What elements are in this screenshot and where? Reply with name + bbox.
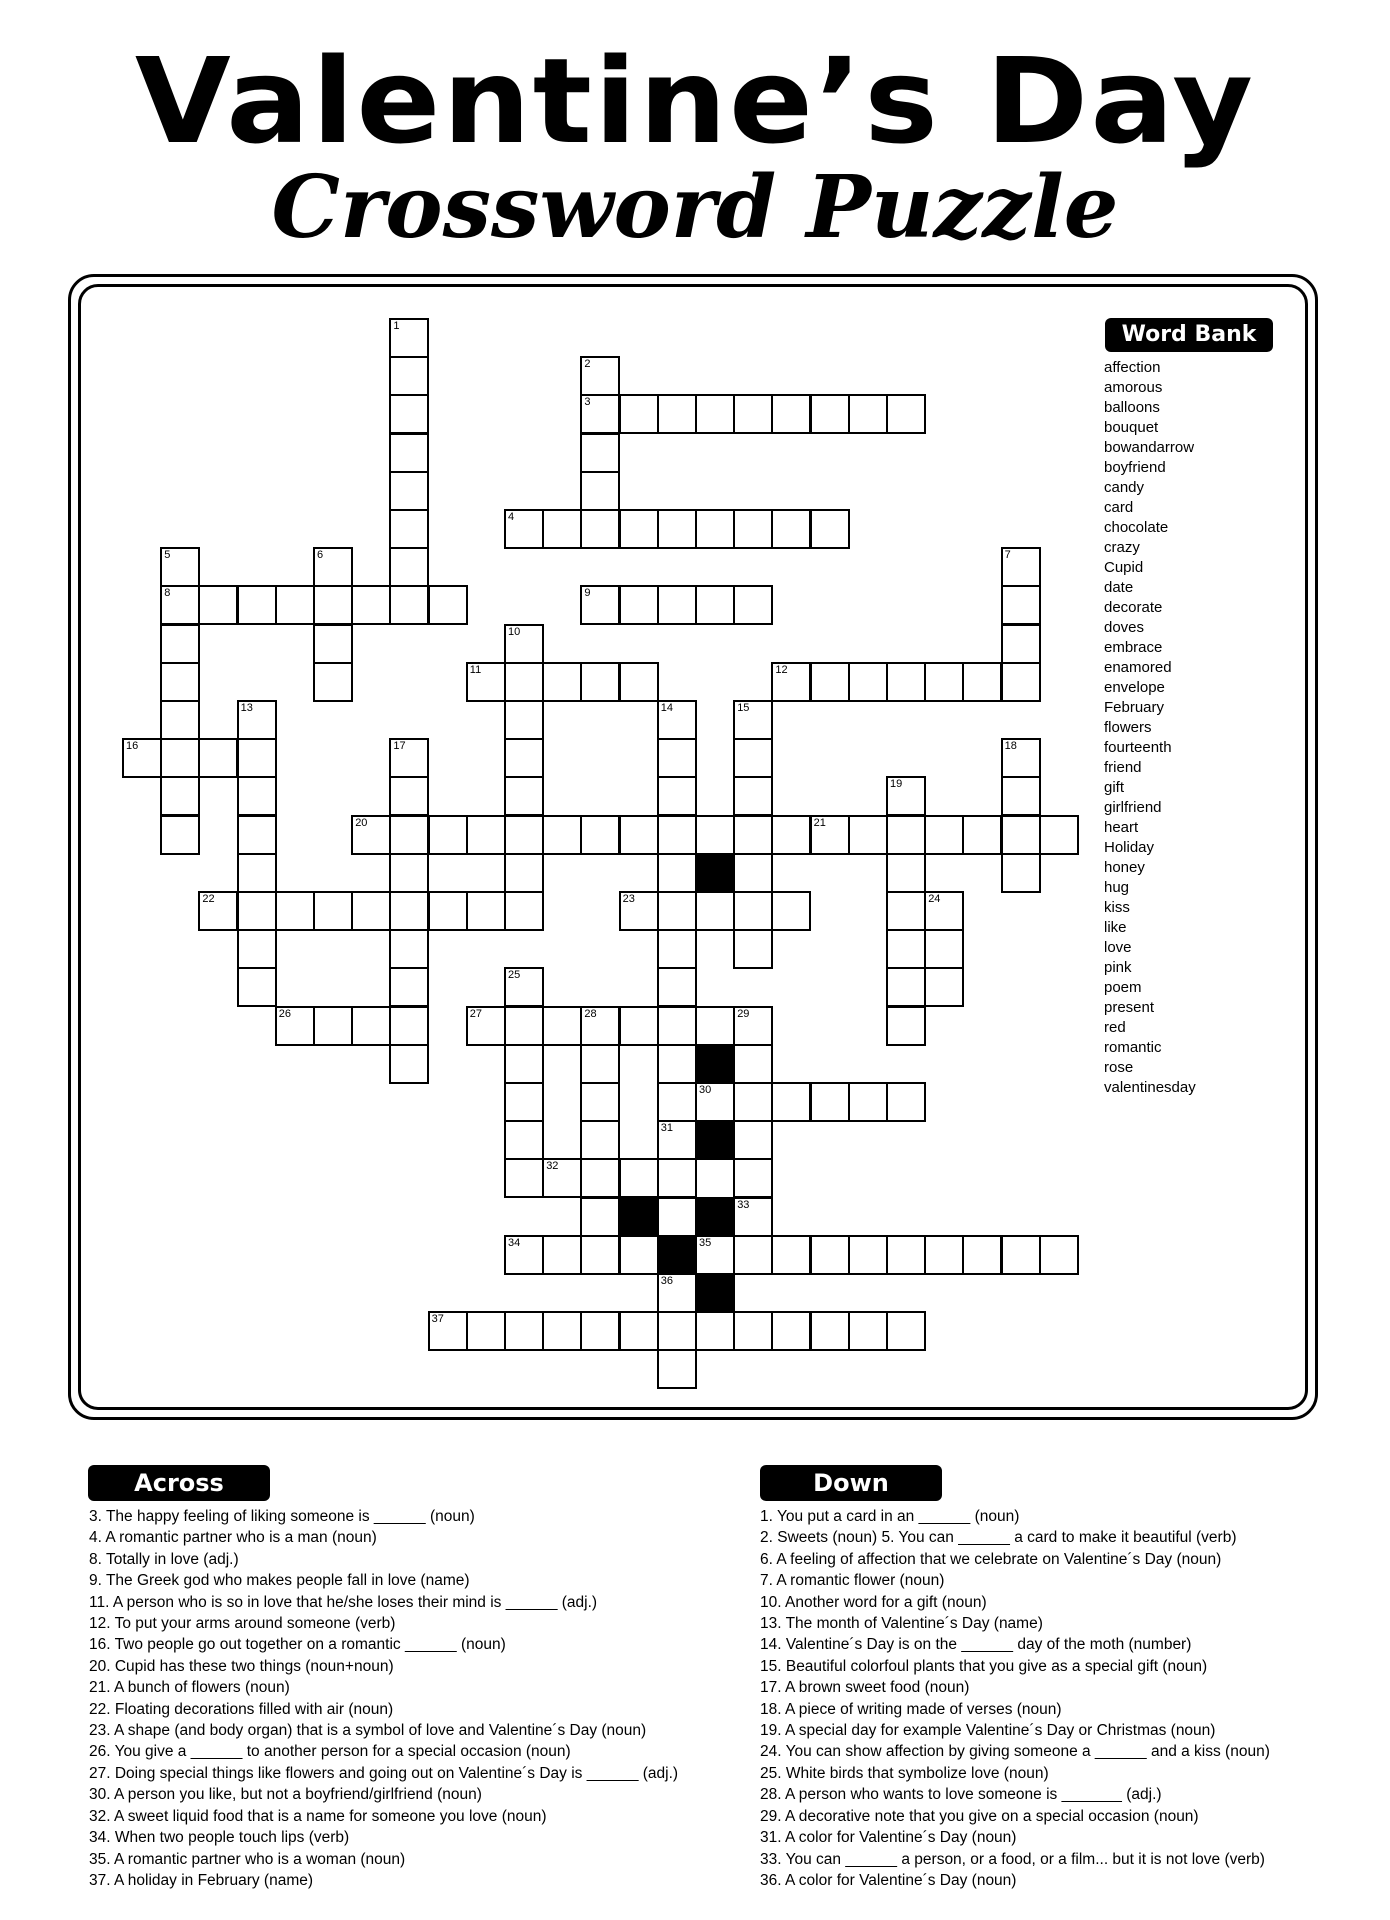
- down-clue: 19. A special day for example Valentine´s Day or Christmas (noun): [760, 1722, 1216, 1740]
- word-bank-item: present: [1104, 999, 1155, 1016]
- word-bank-item: candy: [1104, 479, 1145, 496]
- cell-number: 32: [546, 1160, 559, 1173]
- cell-number: 25: [508, 969, 521, 982]
- cell-number: 17: [393, 740, 406, 753]
- cell-number: 18: [1004, 740, 1017, 753]
- word-bank-item: February: [1104, 699, 1165, 716]
- across-clue: 16. Two people go out together on a romantic ______ (noun): [89, 1636, 506, 1654]
- word-bank-list: [1104, 358, 1196, 1098]
- word-bank-item: friend: [1104, 759, 1142, 776]
- word-bank-item: doves: [1104, 619, 1145, 636]
- word-bank-item: love: [1104, 939, 1132, 956]
- down-clue: 18. A piece of writing made of verses (noun): [760, 1700, 1062, 1718]
- down-clue: 24. You can show affection by giving someone a ______ and a kiss (noun): [760, 1743, 1270, 1761]
- cell-number: 35: [699, 1236, 712, 1249]
- across-clue: 21. A bunch of flowers (noun): [89, 1679, 290, 1697]
- word-bank-item: decorate: [1104, 599, 1163, 616]
- page-subtitle: Crossword Puzzle: [271, 157, 1119, 258]
- word-bank-item: fourteenth: [1104, 739, 1172, 756]
- down-clue: 17. A brown sweet food (noun): [760, 1679, 970, 1697]
- across-clue: 11. A person who is so in love that he/she loses their mind is ______ (adj.): [89, 1593, 598, 1611]
- cell-number: 37: [431, 1313, 444, 1326]
- cell-number: 13: [240, 702, 253, 714]
- cell-number: 14: [660, 702, 674, 714]
- cell-number: 12: [775, 663, 788, 676]
- cell-number: 6: [317, 549, 324, 562]
- cell-number: 36: [660, 1275, 674, 1287]
- word-bank-item: Cupid: [1104, 559, 1144, 576]
- across-clue: 37. A holiday in February (name): [89, 1871, 314, 1889]
- cell-number: 9: [584, 587, 591, 600]
- down-clue: 36. A color for Valentine´s Day (noun): [760, 1871, 1017, 1889]
- page-title: Valentine’s Day: [134, 32, 1256, 170]
- word-bank-item: flowers: [1104, 719, 1152, 736]
- cell-number: 26: [278, 1007, 292, 1020]
- down-clue-list: [760, 1506, 1270, 1891]
- cell-number: 29: [737, 1007, 750, 1020]
- word-bank-item: poem: [1104, 979, 1142, 996]
- word-bank-item: balloons: [1104, 399, 1160, 416]
- cell-number: 2: [584, 358, 591, 371]
- word-bank-item: enamored: [1104, 659, 1172, 676]
- down-clue: 28. A person who wants to love someone is _______ (adj.): [760, 1786, 1162, 1804]
- across-clue: 9. The Greek god who makes people fall in love (name): [89, 1572, 470, 1590]
- across-clue: 35. A romantic partner who is a woman (noun): [89, 1850, 406, 1868]
- cell-number: 5: [164, 549, 171, 562]
- across-clue: 12. To put your arms around someone (verb): [89, 1615, 396, 1633]
- word-bank-item: heart: [1104, 819, 1139, 836]
- across-clue: 32. A sweet liquid food that is a name for someone you love (noun): [89, 1807, 547, 1825]
- word-bank-item: Holiday: [1104, 839, 1155, 856]
- cell-number: 22: [202, 893, 215, 905]
- word-bank-item: like: [1104, 919, 1127, 936]
- cell-number: 11: [469, 663, 482, 676]
- across-header: Across: [88, 1465, 270, 1501]
- cell-number: 34: [508, 1236, 521, 1249]
- word-bank-item: bowandarrow: [1104, 439, 1195, 456]
- cell-number: 20: [355, 816, 368, 829]
- across-clue-list: [89, 1506, 678, 1891]
- word-bank-item: romantic: [1104, 1039, 1162, 1056]
- down-clue: 15. Beautiful colorfoul plants that you give as a special gift (noun): [760, 1657, 1208, 1675]
- cell-number: 19: [890, 778, 903, 791]
- across-clue: 27. Doing special things like flowers and going out on Valentine´s Day is ______ (adj.): [89, 1764, 679, 1782]
- down-clue: 7. A romantic flower (noun): [760, 1572, 945, 1590]
- across-clue: 20. Cupid has these two things (noun+noun): [89, 1657, 394, 1675]
- down-clue: 13. The month of Valentine´s Day (name): [760, 1615, 1043, 1633]
- cell-number: 3: [584, 396, 591, 409]
- down-clue: 10. Another word for a gift (noun): [760, 1593, 987, 1611]
- down-clue: 14. Valentine´s Day is on the ______ day of the moth (number): [760, 1636, 1192, 1654]
- cell-number: 23: [622, 893, 635, 905]
- cell-number: 28: [584, 1007, 597, 1020]
- word-bank-item: gift: [1104, 779, 1125, 796]
- word-bank-item: hug: [1104, 879, 1130, 896]
- cell-number: 30: [699, 1084, 712, 1096]
- cell-number: 21: [813, 816, 826, 829]
- cell-number: 8: [164, 587, 171, 600]
- cell-number: 24: [928, 893, 941, 905]
- word-bank-item: rose: [1104, 1059, 1134, 1076]
- cell-number: 10: [508, 625, 521, 638]
- across-clue: 8. Totally in love (adj.): [89, 1550, 239, 1568]
- word-bank-item: bouquet: [1104, 419, 1159, 436]
- cell-number: 31: [660, 1122, 674, 1135]
- down-clue: 33. You can ______ a person, or a food, or a film... but it is not love (verb): [760, 1850, 1265, 1868]
- word-bank-item: envelope: [1104, 679, 1165, 696]
- word-bank-header: Word Bank: [1105, 318, 1273, 352]
- word-bank-item: crazy: [1104, 539, 1140, 556]
- word-bank-item: embrace: [1104, 639, 1163, 656]
- cell-number: 16: [126, 740, 139, 753]
- cell-number: 4: [508, 511, 515, 523]
- word-bank-item: kiss: [1104, 899, 1130, 916]
- word-bank-item: amorous: [1104, 379, 1163, 396]
- down-clue: 6. A feeling of affection that we celebrate on Valentine´s Day (noun): [760, 1550, 1222, 1568]
- across-clue: 34. When two people touch lips (verb): [89, 1829, 350, 1847]
- cell-number: 27: [469, 1007, 483, 1020]
- word-bank-item: date: [1104, 579, 1134, 596]
- word-bank-item: girlfriend: [1104, 799, 1162, 816]
- across-clue: 4. A romantic partner who is a man (noun): [89, 1529, 377, 1547]
- word-bank-item: chocolate: [1104, 519, 1169, 536]
- down-clue: 25. White birds that symbolize love (noun): [760, 1764, 1049, 1782]
- cell-number: 33: [737, 1198, 750, 1211]
- down-clue: 2. Sweets (noun) 5. You can ______ a card to make it beautiful (verb): [760, 1529, 1237, 1547]
- across-clue: 22. Floating decorations filled with air (noun): [89, 1700, 394, 1718]
- across-clue: 3. The happy feeling of liking someone is ______ (noun): [89, 1508, 475, 1525]
- word-bank-item: red: [1104, 1019, 1126, 1036]
- word-bank-item: affection: [1104, 359, 1161, 376]
- cell-number: 1: [393, 320, 400, 332]
- down-clue: 1. You put a card in an ______ (noun): [760, 1508, 1020, 1525]
- word-bank-item: boyfriend: [1104, 459, 1166, 476]
- down-clue: 31. A color for Valentine´s Day (noun): [760, 1829, 1017, 1847]
- word-bank-item: pink: [1104, 959, 1132, 976]
- cell-number: 15: [737, 702, 750, 714]
- down-header: Down: [760, 1465, 942, 1501]
- across-clue: 26. You give a ______ to another person for a special occasion (noun): [89, 1743, 571, 1761]
- down-clue: 29. A decorative note that you give on a special occasion (noun): [760, 1807, 1199, 1825]
- across-clue: 23. A shape (and body organ) that is a symbol of love and Valentine´s Day (noun): [89, 1722, 647, 1740]
- across-clue: 30. A person you like, but not a boyfriend/girlfriend (noun): [89, 1786, 482, 1804]
- word-bank-item: card: [1104, 499, 1134, 516]
- cell-number: 7: [1004, 549, 1011, 562]
- word-bank-item: valentinesday: [1104, 1079, 1196, 1096]
- word-bank-item: honey: [1104, 859, 1145, 876]
